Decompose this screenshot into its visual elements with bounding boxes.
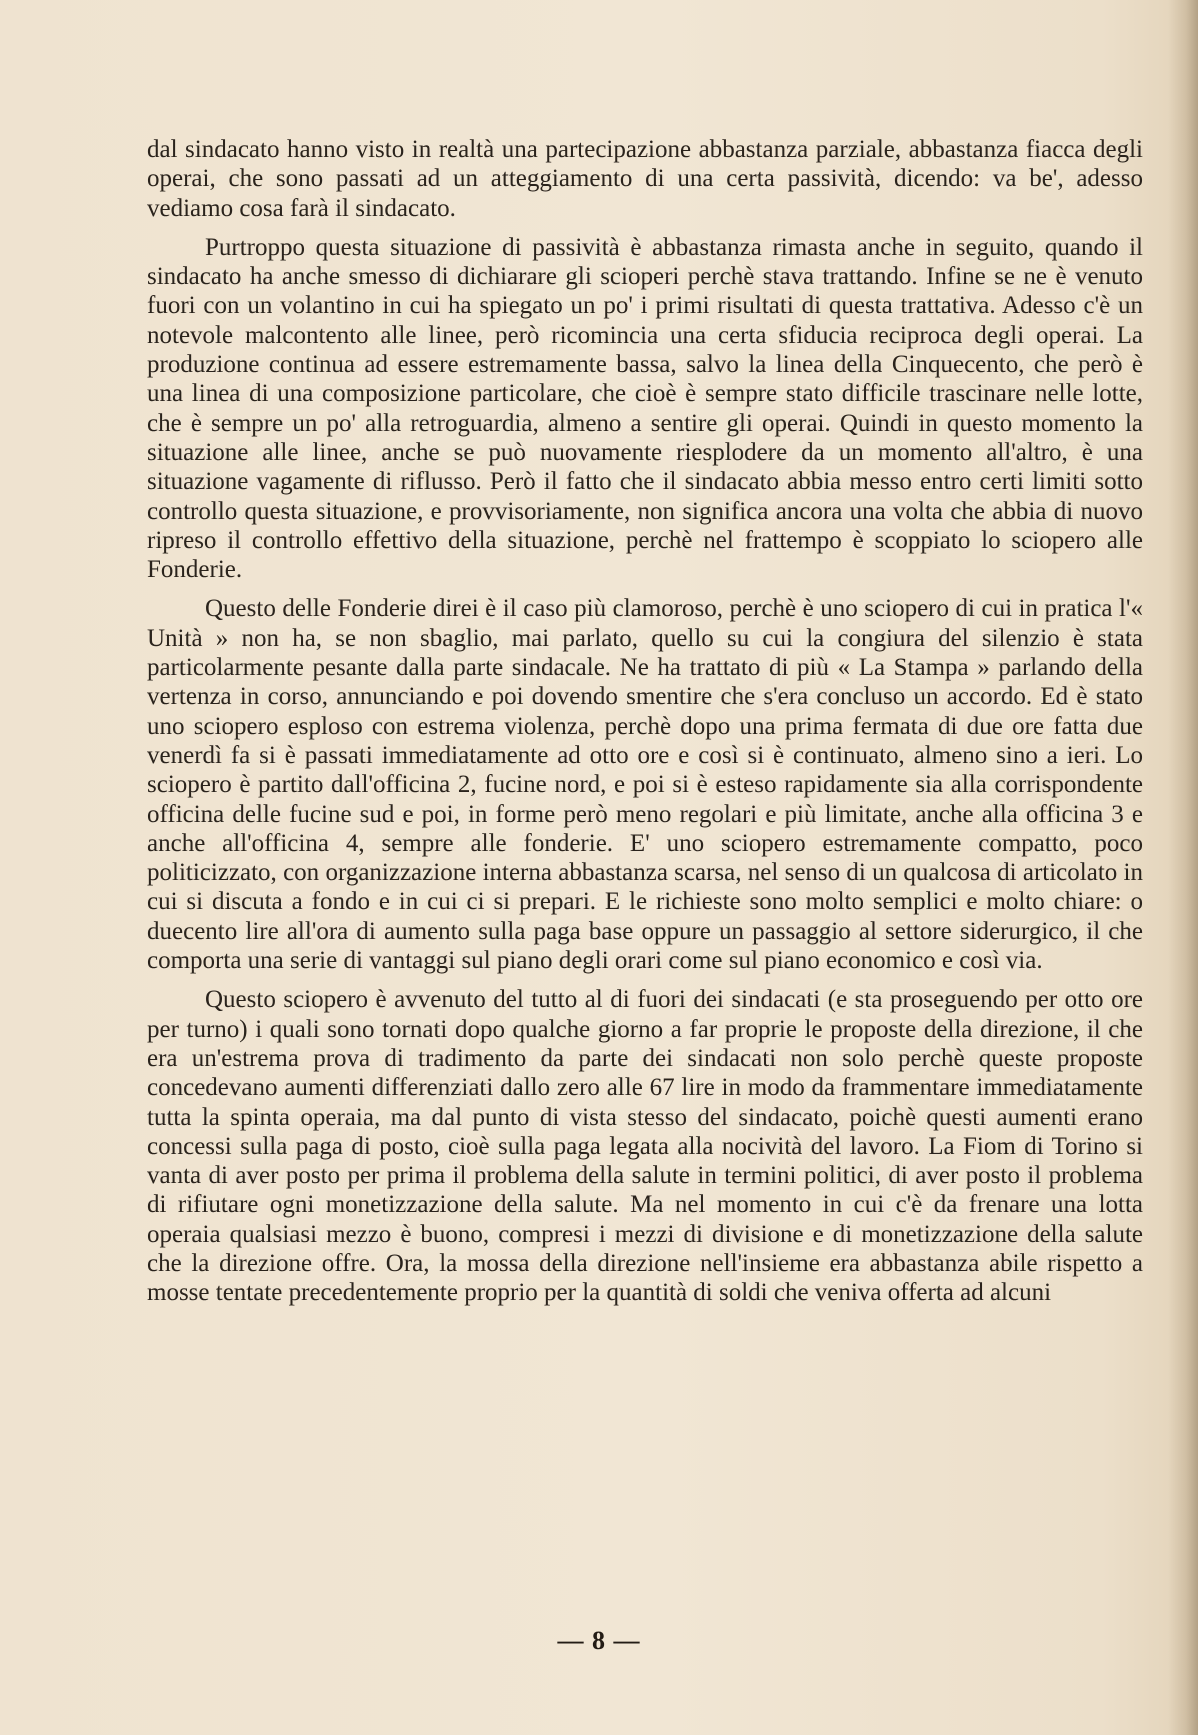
paragraph-4: Questo sciopero è avvenuto del tutto al di fuori dei sindacati (e sta proseguendo per otto ore per turno) i quali sono tornati dopo qualche giorno a far proprie le proposte della direzione, il che era un'estrema prova di tradimento da parte dei sindacati non solo perchè queste proposte concedevano aumenti differenziati dallo zero alle 67 lire in modo da frammentare immediatamente tutta la spinta operaia, ma dal punto di vista stesso del sindacato, poichè questi aumenti erano concessi sulla paga di posto, cioè sulla paga legata alla nocività del lavoro. La Fiom di Torino si vanta di aver posto per prima il problema della salute in termini politici, di aver posto il problema di rifiutare ogni monetizzazione della salute. Ma nel momento in cui c'è da frenare una lotta operaia qualsiasi mezzo è buono, compresi i mezzi di divisione e di monetizzazione della salute che la direzione offre. Ora, la mossa della direzione nell'insieme era abbastanza abile rispetto a mosse tentate precedentemente proprio per la quantità di soldi che veniva offerta ad alcuni: [147, 986, 1143, 1307]
body-text: [147, 135, 1143, 1318]
page-number: — 8 —: [557, 1626, 641, 1655]
page-edge-shadow: [1168, 0, 1198, 1735]
paragraph-3: Questo delle Fonderie direi è il caso più clamoroso, perchè è uno sciopero di cui in pratica l'« Unità » non ha, se non sbaglio, mai parlato, quello su cui la congiura del silenzio è stata particolarmente pesante dalla parte sindacale. Ne ha trattato di più « La Stampa » parlando della vertenza in corso, annunciando e poi dovendo smentire che s'era concluso un accordo. Ed è stato uno sciopero esploso con estrema violenza, perchè dopo una prima fermata di due ore fatta due venerdì fa si è passati immediatamente ad otto ore e così si è continuato, almeno sino a ieri. Lo sciopero è partito dall'officina 2, fucine nord, e poi si è esteso rapidamente sia alla corrispondente officina delle fucine sud e poi, in forme però meno regolari e più limitate, anche alla officina 3 e anche all'officina 4, sempre alle fonderie. E' uno sciopero estremamente compatto, poco politicizzato, con organizzazione interna abbastanza scarsa, nel senso di un qualcosa di articolato in cui si discuta a fondo e in cui ci si prepari. E le richieste sono molto semplici e molto chiare: o duecento lire all'ora di aumento sulla paga base oppure un passaggio al settore siderurgico, il che comporta una serie di vantaggi sul piano degli orari come sul piano economico e così via.: [147, 595, 1143, 975]
paragraph-1: dal sindacato hanno visto in realtà una partecipazione abbastanza parziale, abbastanza fiacca degli operai, che sono passati ad un atteggiamento di una certa passività, dicendo: va be', adesso vediamo cosa farà il sindacato.: [147, 136, 1143, 222]
paragraph-2: Purtroppo questa situazione di passività è abbastanza rimasta anche in seguito, quando il sindacato ha anche smesso di dichiarare gli scioperi perchè stava trattando. Infine se ne è venuto fuori con un volantino in cui ha spiegato un po' i primi risultati di questa trattativa. Adesso c'è un notevole malcontento alle linee, però ricomincia una certa sfiducia reciproca degli operai. La produzione continua ad essere estremamente bassa, salvo la linea della Cinquecento, che però è una linea di una composizione particolare, che cioè è sempre stato difficile trascinare nelle lotte, che è sempre un po' alla retroguardia, almeno a sentire gli operai. Quindi in questo momento la situazione alle linee, anche se può nuovamente riesplodere da un momento all'altro, è una situazione vagamente di riflusso. Però il fatto che il sindacato abbia messo entro certi limiti sotto controllo questa situazione, e provvisoriamente, non significa ancora una volta che abbia di nuovo ripreso il controllo effettivo della situazione, perchè nel frattempo è scoppiato lo sciopero alle Fonderie.: [147, 233, 1143, 584]
